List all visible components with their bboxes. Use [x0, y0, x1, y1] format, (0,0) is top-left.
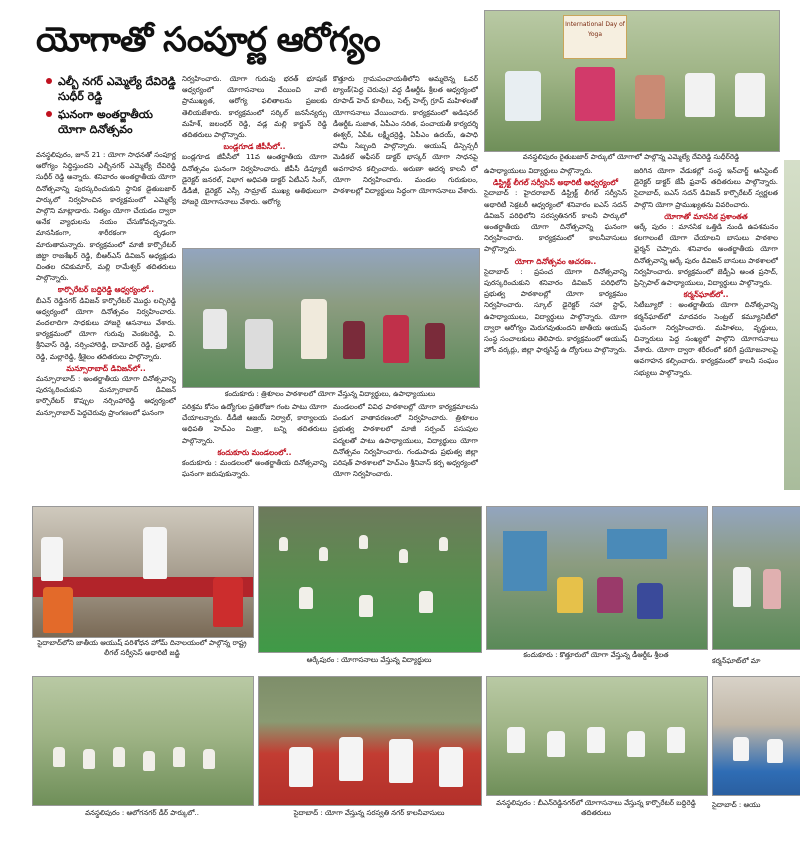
article-paragraph: కొత్తూరు గ్రామపంచాయతీలోని ఆమ్మలెన్న ఓవర్ ట్యాంక్(పెద్ద చెరువు) వద్ద డీఆర్డీఓ శ్రీలత ఆధ్వర్యంలో రూపాడ్ హెచ్ కూలీలు, సెల్ఫ్ హెల్ప్ గ్రూప్ మహిళలతో యోగాసనాలు వేయించారు. కార్యక్రమంలో అడిషనల్ డీఆర్డీఓ సుజాత, ఏపీఎం సరిత, పంచాయతీ కార్యదర్శి ఈశ్వర్, ఏపీఓ లక్ష్మీదర్రెడ్డి, ఏపీఎం ఉదయ్, ఉపాధి హామీ సిబ్బంది పాల్గొన్నారు. ఆయుష్ డిస్పెన్సరీ మెడికల్ ఆఫీసర్ డాక్టర్ భాస్కర్ యోగా సాధనపై అవగాహన కల్పించారు. అరుణా ఆదర్శ కాలనీ లో యోగా నిర్వహించారు. మండల గురుకులం, పాఠశాలల్లో విద్యార్థులు సిద్ధంగా యోగాసనాలు వేశారు. — [333, 75, 478, 196]
person-figure — [279, 537, 288, 551]
photo-saidabad-ayush — [32, 506, 254, 638]
person-figure — [83, 749, 95, 769]
person-figure — [587, 727, 605, 753]
person-figure — [41, 537, 63, 581]
article-column-2 — [182, 74, 327, 244]
person-figure — [53, 747, 65, 767]
article-column-3 — [333, 74, 478, 244]
adjacent-page-edge — [784, 160, 800, 490]
person-figure — [359, 595, 373, 617]
article-paragraph: నిర్వహించారు. యోగా గురువు భరత్ భూషణ్ ఆధ్వర్యంలో యోగాసనాలు వేయించి వాటి ప్రాముఖ్యత, ఆరోగ్య ఫలితాలను ప్రజలకు తెలియజేశారు. కార్యక్రమంలో సర్కిల్ జనసేన్యర్సు మహేశ్, జలంధర్ రెడ్డి, వడ్ల మల్లి కార్జున్ రెడ్డి తదితరులు పాల్గొన్నారు. — [182, 75, 327, 140]
article-column-4 — [484, 166, 627, 500]
photo-caption: కర్మన్‌ఘాట్‌లో మా — [712, 657, 761, 665]
article-paragraph: సైదాబాద్ : హైదరాబాద్ డిస్ట్రిక్ట్ లీగల్ సర్వీసెస్ అథారిటీ సెక్రటరీ ఆధ్వర్యంలో శనివారం ఐఎస్ సదన్ డివిజన్ పరిధిలోని సరస్వతినగర్ కాలనీ పార్కులో అంతర్జాతీయ యోగా దినోత్సవాన్ని ఘనంగా నిర్వహించారు. కార్యక్రమంలో కాలనీవాసులు పాల్గొన్నారు. — [484, 189, 627, 254]
subheading: యోగా దినోత్సవం ఆచరణ.. — [514, 256, 597, 266]
subheading: బండ్లగూడ జీపీసీలో.. — [223, 142, 286, 152]
person-figure — [763, 569, 781, 609]
photo-caption: ఆర్కేపురం : యోగాసనాలు వేస్తున్న విద్యార్థులు — [306, 656, 432, 664]
deck-bullet-mla: ఎల్బీ నగర్ ఎమ్మెల్యే దేవిరెడ్డి సుధీర్ రెడ్డి — [46, 74, 178, 104]
photo-caption: వనస్థలిపురం : ఆలోగనగర్ డీర్ పార్కులో.. — [85, 809, 199, 817]
subheading: కందుకూరు మండలంలో.. — [217, 447, 292, 457]
photo-saraswathi-nagar — [258, 676, 482, 806]
article-paragraph: కందుకూరు : మండలంలో అంతర్జాతీయ దినోత్సవాన్ని ఘనంగా జరుపుకున్నారు. — [182, 459, 327, 479]
person-figure — [667, 727, 685, 753]
article-paragraph: బండ్లగూడ జీపీసీలో 11వ అంతర్జాతీయ యోగా దినోత్సవం ఘనంగా నిర్వహించారు. జీపీసీ డిప్యూటీ డైరెక్టర్ జనరల్, విభాగ అధిపతి డాక్టర్ ఏటీఎస్ సింగ్, డీడీజీ, డైరెక్టర్ ఎస్సీ సామ్రాట్ ముఖ్య అతిథులుగా హాజరై యోగాసనాలు వేశారు. ఆరోగ్య — [182, 153, 327, 207]
subheading: కార్పొరేటర్ బద్దిరెడ్డి ఆధ్వర్యంలో.. — [57, 285, 155, 295]
photo-caption: వనస్థలిపురం : బీఎన్‌రెడ్డినగర్‌లో యోగాసనాలు వేస్తున్న కార్పొరేటర్ బద్దిరెడ్డి తదితరులు — [496, 799, 696, 817]
article-paragraph: ఉపాధ్యాయులు విద్యార్థులు పాల్గొన్నారు. — [484, 167, 593, 175]
article-paragraph: జరిగిన యోగా వేడుకల్లో సంస్థ ఇన్‌చార్జ్ ఆసిస్టెంట్ డైరెక్టర్ డాక్టర్ జేపీ ఫ్రవాప్ తదితరులు పాల్గొన్నారు. సైదాబాద్, ఐఎస్ సదన్ డివిజన్ కార్పొరేటర్ స్వర్ణలత పాల్గొని యోగా ప్రాముఖ్యతను వివరించారు. — [634, 167, 778, 209]
person-figure — [733, 567, 751, 607]
person-figure — [575, 67, 615, 121]
person-figure — [505, 71, 541, 121]
person-figure — [439, 537, 448, 551]
photo-caption: వనస్థలిపురం రైతుబజార్ పార్కులో యోగాలో పాల్గొన్న ఎమ్మెల్యే దేవిరెడ్డి సుధీర్‌రెడ్డి — [522, 153, 740, 161]
person-figure — [439, 747, 463, 787]
person-figure — [213, 577, 243, 627]
person-figure — [399, 549, 408, 563]
person-figure — [343, 321, 365, 359]
article-paragraph: ఆర్కే పురం : మానసిక ఒత్తిడి నుండి ఉపశమనం కలగాలంటే యోగా చేయాలని బాసులు పాఠశాల ఛైర్మన్ చెప్పారు. శనివారం అంతర్జాతీయ యోగా దినోత్సవాన్ని ఆర్కే పురం డివిజన్ బాసులు పాఠశాలలో నిర్వహించారు. కార్యక్రమంలో జెడ్పీఏ అంత ప్రసాద్, ప్రిన్సిపాల్ ఉపాధ్యాయులు, విద్యార్థులు పాల్గొన్నారు. — [634, 223, 778, 288]
article-paragraph: సైదాబాద్ : ప్రపంచ యోగా దినోత్సవాన్ని పురస్కరించుకుని శనివారం డివిజన్ పరిధిలోని ప్రభుత్వ పాఠశాలల్లో యోగా కార్యక్రమం నిర్వహించారు. స్కూల్ డైరెక్టర్ సహా స్టాఫ్, ఉపాధ్యాయులు, విద్యార్థులు పాల్గొన్నారు. యోగా ద్వారా ఆరోగ్యం మెరుగవుతుందని జాతీయ ఆయుష్ సంస్థ సంచాలకులు తెలిపారు. కార్యక్రమంలో ఆయుష్ హోం వర్కర్లు, జిల్లా ఫార్మసిస్ట్ ఉ ద్యోగులు పాల్గొన్నారు. — [484, 267, 627, 355]
person-figure — [627, 731, 645, 757]
headline: యోగాతో సంపూర్ణ ఆరోగ్యం — [36, 20, 380, 60]
article-column-3-bottom — [333, 402, 478, 500]
article-paragraph: సిటీబ్యూరో : అంతర్జాతీయ యోగా దినోత్సవాన్ని కర్మన్‌ఘాట్‌లో మాదవరం సెంట్రల్ కమ్యూనిటీలో ఘనంగా నిర్వహించారు. మహిళలు, వృద్ధులు, చిన్నారులు పెద్ద సంఖ్యలో పాల్గొని యోగాసనాలు వేశారు. యోగా ద్వారా శరీరంలో కలిగే ప్రయోజనాలపై అవగాహన కల్పించారు. కార్యక్రమంలో కాలనీ సంఘం సభ్యులు పాల్గొన్నారు. — [634, 301, 778, 377]
photo-karmanghat — [712, 506, 800, 650]
person-figure — [419, 591, 433, 613]
person-figure — [733, 737, 749, 761]
person-figure — [425, 323, 445, 359]
subheading: కర్మన్‌ఘాట్‌లో.. — [683, 290, 729, 300]
person-figure — [637, 583, 663, 619]
subheading: యోగాతో మానసిక ప్రశాంతత — [664, 211, 748, 221]
photo-caption: సైదాబాద్ : ఆయు — [712, 801, 761, 809]
person-figure — [685, 73, 715, 117]
photo-saidabad-ayush-2 — [712, 676, 800, 796]
photo-caption: కందుకూరు : కొత్తూరులో యోగా వేస్తున్న డీఆర్డీఓ శ్రీలత — [523, 651, 669, 659]
article-paragraph: పరిశ్రమ కోసం ఉద్యోగుల ప్రతిరోజూ గంట పాటు యోగా చేయాలన్నారు. డీడీజీ ఆజయ్ నిర్వాల్, కార్యాలయ అధిపతి హెచ్ఎం మిత్రా, బన్ని తదితరులు పాల్గొన్నారు. — [182, 403, 327, 445]
article-paragraph: వనస్థలిపురం, జూన్ 21 : యోగా సాధనతో సంపూర్ణ ఆరోగ్యం సిద్ధిస్తుందని ఎల్బీనగర్ ఎమ్మెల్యే దేవిరెడ్డి సుధీర్ రెడ్డి అన్నారు. శనివారం అంతర్జాతీయ యోగా దినోత్సవాన్ని పురస్కరించుకుని స్థానిక డైతుబజార్ పార్కులో నిర్వహించిన కార్యక్రమంలో ఎమ్మెల్యే పాల్గొని మాట్లాడారు. నిత్యం యోగా చేయడం ద్వారా అనేక వ్యాధులను నయం చేసుకోవచ్చన్నారు. మానసికంగా, శారీరకంగా దృఢంగా మారుతామన్నారు. కార్యక్రమంలో మాజీ కార్పొరేటర్ జిట్టా రాజశేఖర్ రెడ్డి, బీఆర్ఎస్ డివిజన్ అధ్యక్షుడు చింతల రవికుమార్, మల్లి రామేశ్వర్ తదితరులు పాల్గొన్నారు. — [36, 151, 176, 283]
person-figure — [203, 309, 227, 349]
photo-caption: కందుకూరు : త్రిశూలం పాఠశాలలో యోగా వేస్తున్న విద్యార్థులు, ఉపాధ్యాయులు — [224, 390, 436, 398]
article-paragraph: బీఎన్ రెడ్డినగర్ డివిజన్ కార్పొరేటర్ మొద్దు లచ్చిరెడ్డి ఆధ్వర్యంలో యోగా దినోత్సవం నిర్వహించారు. వందలాదిగా సాధకులు హాజరై ఆసనాలు వేశారు. కార్యక్రమంలో యోగా గురువు వెంకటరెడ్డి, వి. శ్రీనివాస్ రెడ్డి, నర్సింహారెడ్డి, దామోదర్ రెడ్డి, ప్రభాకర్ రెడ్డి, మల్లారెడ్డి, శ్రీశైలం తదితరులు పాల్గొన్నారు. — [36, 296, 176, 361]
photo-caption: సైదాబాద్‌లోని జాతీయ ఆయుష్ పరిశోధన హోమ్ దినాలయంలో పాల్గొన్న రాష్ట్ర లీగల్ సర్వీసెస్ అథారిటీ జడ్జి — [37, 639, 247, 657]
person-figure — [143, 751, 155, 771]
photo-mla-yoga — [484, 10, 780, 152]
person-figure — [319, 547, 328, 561]
person-figure — [113, 747, 125, 767]
person-figure — [339, 737, 363, 781]
person-figure — [735, 73, 765, 117]
person-figure — [245, 319, 273, 369]
deck-bullet-yoga-day: ఘనంగా అంతర్జాతీయ యోగా దినోత్సవం — [46, 107, 178, 137]
person-figure — [383, 315, 409, 363]
person-figure — [289, 747, 313, 787]
deck — [46, 74, 178, 140]
yoga-day-banner: International Day of Yoga — [563, 15, 627, 59]
photo-bn-reddy-nagar — [486, 676, 708, 796]
subheading: మన్సూరాబాద్ డివిజన్‌లో.. — [66, 363, 146, 373]
subheading: డిస్ట్రిక్ట్ లీగల్ సర్వీసెస్ అథారిటీ ఆధ్వర్యంలో — [492, 178, 618, 188]
person-figure — [767, 739, 783, 763]
person-figure — [547, 731, 565, 757]
photo-kothur-drdo — [486, 506, 708, 650]
person-figure — [557, 577, 583, 613]
person-figure — [203, 749, 215, 769]
person-figure — [43, 587, 73, 633]
person-figure — [389, 739, 413, 783]
photo-school-yoga — [182, 248, 480, 388]
person-figure — [635, 75, 665, 119]
article-paragraph: మన్సూరాబాద్ : అంతర్జాతీయ యోగా దినోత్సవాన్ని పురస్కరించుకుని మన్సూరాబాద్ డివిజన్ కార్పొరేటర్ కొప్పుల నర్సింహారెడ్డి ఆధ్వర్యంలో మన్సూరాబాద్ పెద్దచెరువు ప్రాంగణంలో ఘనంగా — [36, 375, 176, 417]
photo-rkpuram-students — [258, 506, 482, 653]
person-figure — [143, 527, 167, 579]
article-column-5 — [634, 166, 778, 500]
article-column-1 — [36, 150, 176, 500]
person-figure — [301, 299, 327, 359]
person-figure — [359, 535, 368, 549]
person-figure — [597, 577, 623, 613]
photo-caption: సైదాబాద్ : యోగా వేస్తున్న సరస్వతి నగర్ కాలనీవాసులు — [293, 809, 445, 817]
article-column-2-bottom — [182, 402, 327, 500]
person-figure — [299, 587, 313, 609]
photo-deer-park — [32, 676, 254, 806]
article-paragraph: మండలంలో వివిధ పాఠశాలల్లో యోగా కార్యక్రమాలను పండుగ వాతావరణంలో నిర్వహించారు. త్రిశూలం ప్రభుత్వ పాఠశాలలో మాజీ సర్పంచ్ పసుపుల పద్మలతో పాటు ఉపాధ్యాయులు, విద్యార్థులు యోగా దినోత్సవం నిర్వహించారు. గండుపాడు ప్రభుత్వ జిల్లా పరిషత్ పాఠశాలలో హెచ్ఎం శ్రీనివాస్ కర్ప అధ్వర్యంలో యోగా నిర్వహించారు. — [333, 403, 478, 479]
person-figure — [507, 727, 525, 753]
person-figure — [173, 747, 185, 767]
